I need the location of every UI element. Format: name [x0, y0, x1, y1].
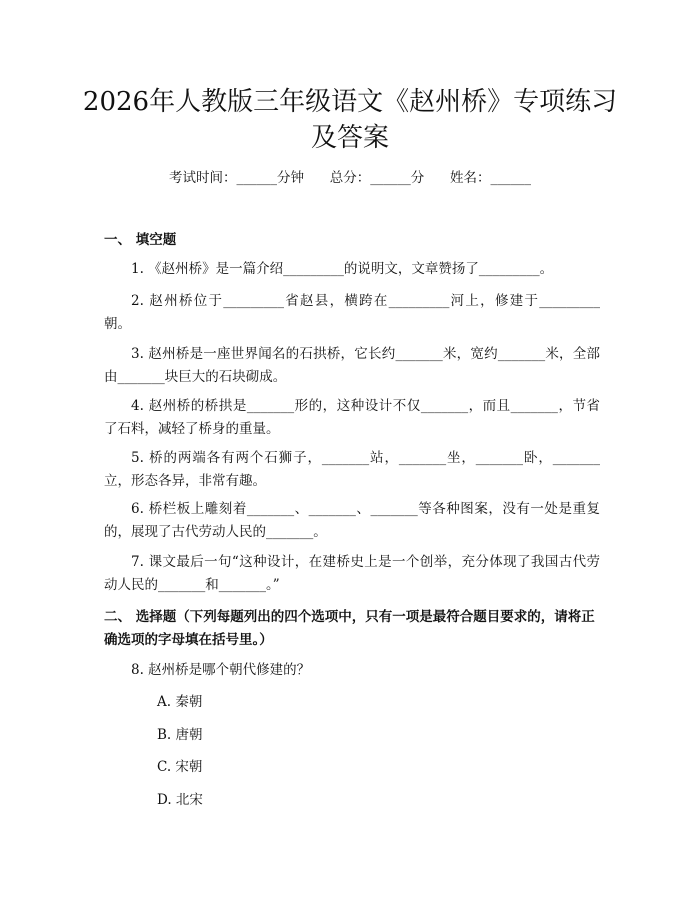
question-3: 3. 赵州桥是一座世界闻名的石拱桥，它长约_______米，宽约_______米，全部由_______块巨大的石块砌成。 — [104, 346, 600, 385]
option-a: A. 秦朝 — [157, 694, 203, 710]
question-7: 7. 课文最后一句“这种设计，在建桥史上是一个创举，充分体现了我国古代劳动人民的_______和_______。” — [104, 554, 600, 593]
option-b: B. 唐朝 — [157, 727, 203, 743]
exam-info-line: 考试时间：______分钟 总分：______分 姓名：______ — [169, 170, 531, 186]
question-2: 2. 赵州桥位于_________省赵县，横跨在_________河上，修建于_________朝。 — [104, 293, 600, 332]
question-6: 6. 桥栏板上雕刻着_______、_______、_______等各种图案，没有一处是重复的，展现了古代劳动人民的_______。 — [104, 501, 600, 540]
option-d: D. 北宋 — [157, 792, 203, 808]
question-4: 4. 赵州桥的桥拱是_______形的，这种设计不仅_______，而且_______，节省了石料，减轻了桥身的重量。 — [104, 398, 600, 437]
document-title: 2026年人教版三年级语文《赵州桥》专项练习及答案 — [82, 87, 618, 153]
section-heading-fill-in: 一、 填空题 — [104, 232, 177, 248]
question-1: 1. 《赵州桥》是一篇介绍_________的说明文，文章赞扬了_________。 — [131, 261, 554, 277]
question-5: 5. 桥的两端各有两个石狮子，_______站，_______坐，_______卧，_______立，形态各异，非常有趣。 — [104, 450, 600, 489]
question-8: 8. 赵州桥是哪个朝代修建的？ — [131, 662, 311, 678]
section-heading-multiple-choice: 二、 选择题（下列每题列出的四个选项中，只有一项是最符合题目要求的，请将正确选项的字母填在括号里。） — [104, 609, 595, 648]
option-c: C. 宋朝 — [157, 759, 203, 775]
